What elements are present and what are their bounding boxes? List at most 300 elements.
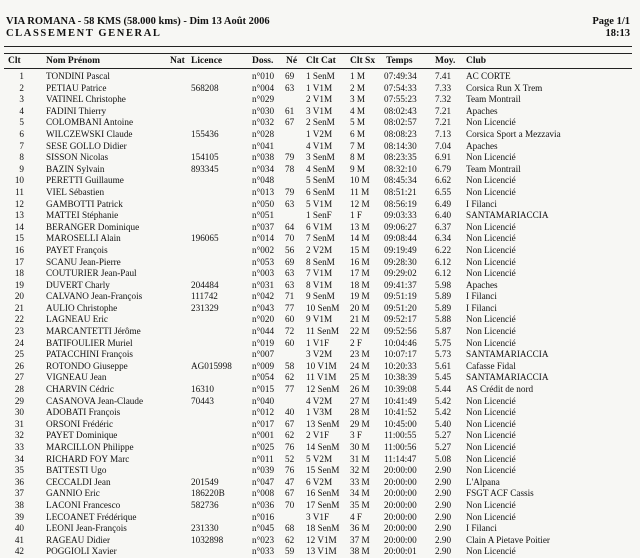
sex-rank: 25 M — [350, 372, 370, 383]
sex-rank: 24 M — [350, 360, 370, 371]
club-name: Non Licencié — [466, 268, 516, 279]
category-rank: 2 V1M — [306, 94, 333, 105]
runner-name: TONDINI Pascal — [46, 71, 110, 81]
table-row — [0, 71, 640, 83]
birth-year: 69 — [285, 71, 295, 81]
rank: 18 — [14, 268, 24, 279]
category-rank: 2 V1F — [306, 430, 330, 441]
runner-name: PAYET Dominique — [46, 430, 118, 441]
runner-name: PAYET François — [46, 244, 108, 255]
licence: 186220B — [191, 488, 225, 499]
average-speed: 7.41 — [435, 71, 452, 81]
finish-time: 07:49:34 — [384, 71, 417, 81]
club-name: Team Montrail — [466, 94, 521, 105]
table-row — [0, 419, 640, 431]
rank: 31 — [14, 418, 24, 429]
rank: 35 — [14, 465, 24, 476]
average-speed: 7.32 — [435, 94, 452, 105]
average-speed: 6.55 — [435, 186, 452, 197]
bib-number: n°020 — [252, 314, 275, 325]
category-rank: 7 SenM — [306, 233, 335, 244]
category-rank: 1 SenM — [306, 71, 335, 81]
sex-rank: 22 M — [350, 326, 370, 337]
sex-rank: 29 M — [350, 418, 370, 429]
bib-number: n°009 — [252, 360, 275, 371]
club-name: L'Alpana — [466, 476, 500, 487]
rank: 22 — [14, 314, 24, 325]
club-name: Non Licencié — [466, 314, 516, 325]
bib-number: n°015 — [252, 384, 275, 395]
table-row — [0, 106, 640, 118]
birth-year: 70 — [285, 233, 295, 244]
average-speed: 6.49 — [435, 198, 452, 209]
table-row — [0, 407, 640, 419]
licence: 196065 — [191, 233, 219, 244]
average-speed: 5.88 — [435, 314, 452, 325]
birth-year: 79 — [285, 152, 295, 163]
finish-time: 20:00:00 — [384, 488, 417, 499]
category-rank: 1 V2M — [306, 128, 333, 139]
sex-rank: 7 M — [350, 140, 366, 151]
sex-rank: 8 M — [350, 152, 366, 163]
average-speed: 6.62 — [435, 175, 452, 186]
rank: 5 — [19, 117, 24, 128]
sex-rank: 9 M — [350, 163, 366, 174]
club-name: Non Licencié — [466, 337, 516, 348]
page-number: Page 1/1 — [592, 16, 630, 27]
table-row — [0, 384, 640, 396]
table-row — [0, 512, 640, 524]
finish-time: 09:41:37 — [384, 279, 417, 290]
finish-time: 07:55:23 — [384, 94, 417, 105]
column-header-bib: Doss. — [252, 56, 274, 66]
rank: 33 — [14, 442, 24, 452]
birth-year: 52 — [285, 453, 295, 464]
finish-time: 11:14:47 — [384, 453, 417, 464]
average-speed: 5.73 — [435, 349, 452, 360]
table-row — [0, 210, 640, 222]
rank: 7 — [19, 140, 24, 151]
document-header — [6, 16, 270, 40]
birth-year: 40 — [285, 407, 295, 418]
average-speed: 2.90 — [435, 465, 452, 476]
birth-year: 68 — [285, 523, 295, 534]
bib-number: n°034 — [252, 163, 275, 174]
rank: 25 — [14, 349, 24, 360]
table-row — [0, 233, 640, 245]
club-name: Non Licencié — [466, 326, 516, 337]
rank: 30 — [14, 407, 24, 418]
rank: 15 — [14, 233, 24, 244]
sex-rank: 23 M — [350, 349, 370, 360]
category-rank: 11 V1M — [306, 372, 337, 383]
birth-year: 69 — [285, 256, 295, 267]
runner-name: DUVERT Charly — [46, 279, 110, 290]
finish-time: 09:19:49 — [384, 244, 417, 255]
finish-time: 10:45:00 — [384, 418, 417, 429]
table-row — [0, 477, 640, 489]
rank: 16 — [14, 244, 24, 255]
sex-rank: 2 F — [350, 337, 363, 348]
bib-number: n°054 — [252, 372, 275, 383]
runner-name: MAROSELLI Alain — [46, 233, 121, 244]
club-name: Apaches — [466, 105, 498, 116]
licence: AG015998 — [191, 360, 232, 371]
finish-time: 20:00:00 — [384, 499, 417, 510]
sex-rank: 3 M — [350, 94, 366, 105]
bib-number: n°048 — [252, 175, 275, 186]
average-speed: 5.89 — [435, 302, 452, 313]
average-speed: 6.34 — [435, 233, 452, 244]
birth-year: 58 — [285, 360, 295, 371]
average-speed: 5.89 — [435, 291, 452, 302]
category-rank: 4 SenM — [306, 163, 335, 174]
finish-time: 10:07:17 — [384, 349, 417, 360]
bib-number: n°025 — [252, 442, 275, 452]
sex-rank: 21 M — [350, 314, 370, 325]
licence: 231329 — [191, 302, 219, 313]
club-name: Non Licencié — [466, 465, 516, 476]
average-speed: 2.90 — [435, 534, 452, 545]
average-speed: 2.90 — [435, 546, 452, 557]
sex-rank: 2 M — [350, 82, 366, 93]
sex-rank: 11 M — [350, 186, 370, 197]
rank: 10 — [14, 175, 24, 186]
finish-time: 08:14:30 — [384, 140, 417, 151]
average-speed: 6.91 — [435, 152, 452, 163]
rank: 12 — [14, 198, 24, 209]
bib-number: n°039 — [252, 465, 275, 476]
licence: 16310 — [191, 384, 214, 395]
club-name: SANTAMARIACCIA — [466, 372, 549, 383]
sex-rank: 15 M — [350, 244, 370, 255]
licence: 204484 — [191, 279, 219, 290]
sex-rank: 26 M — [350, 384, 370, 395]
club-name: Non Licencié — [466, 221, 516, 232]
rank: 34 — [14, 453, 24, 464]
sex-rank: 19 M — [350, 291, 370, 302]
column-header-average: Moy. — [435, 56, 456, 66]
average-speed: 5.42 — [435, 407, 452, 418]
bib-number: n°023 — [252, 534, 275, 545]
runner-name: SCANU Jean-Pierre — [46, 256, 121, 267]
category-rank: 9 V1M — [306, 314, 333, 325]
category-rank: 3 SenM — [306, 152, 335, 163]
category-rank: 1 V1M — [306, 82, 333, 93]
header-divider — [4, 46, 632, 47]
category-rank: 12 V1M — [306, 534, 337, 545]
average-speed: 5.27 — [435, 430, 452, 441]
birth-year: 67 — [285, 418, 295, 429]
finish-time: 09:08:44 — [384, 233, 417, 244]
table-row — [0, 500, 640, 512]
sex-rank: 38 M — [350, 546, 370, 557]
finish-time: 10:04:46 — [384, 337, 417, 348]
rank: 3 — [19, 94, 24, 105]
bib-number: n°012 — [252, 407, 275, 418]
table-row — [0, 488, 640, 500]
table-row — [0, 280, 640, 292]
category-rank: 18 SenM — [306, 523, 340, 534]
finish-time: 20:00:00 — [384, 523, 417, 534]
rank: 14 — [14, 221, 24, 232]
average-speed: 6.79 — [435, 163, 452, 174]
bib-number: n°047 — [252, 476, 275, 487]
finish-time: 20:00:01 — [384, 546, 417, 557]
category-rank: 7 V1M — [306, 268, 333, 279]
runner-name: BATTESTI Ugo — [46, 465, 107, 476]
runner-name: GAMBOTTI Patrick — [46, 198, 123, 209]
birth-year: 64 — [285, 221, 295, 232]
bib-number: n°016 — [252, 511, 275, 522]
sex-rank: 4 M — [350, 105, 366, 116]
bib-number: n°051 — [252, 210, 275, 221]
finish-time: 08:02:57 — [384, 117, 417, 128]
runner-name: ADOBATI François — [46, 407, 121, 418]
runner-name: LECOANET Frédérique — [46, 511, 137, 522]
category-rank: 2 SenM — [306, 117, 335, 128]
finish-time: 07:54:33 — [384, 82, 417, 93]
category-rank: 4 V2M — [306, 395, 333, 406]
average-speed: 2.90 — [435, 488, 452, 499]
birth-year: 62 — [285, 372, 295, 383]
table-row — [0, 94, 640, 106]
finish-time: 11:00:56 — [384, 442, 417, 452]
club-name: I Filanci — [466, 523, 497, 534]
average-speed: 7.33 — [435, 82, 452, 93]
finish-time: 10:41:52 — [384, 407, 417, 418]
average-speed: 5.61 — [435, 360, 452, 371]
birth-year: 63 — [285, 279, 295, 290]
rank: 38 — [14, 499, 24, 510]
category-rank: 10 SenM — [306, 302, 340, 313]
runner-name: CECCALDI Jean — [46, 476, 111, 487]
bib-number: n°031 — [252, 279, 275, 290]
bib-number: n°040 — [252, 395, 275, 406]
finish-time: 10:41:49 — [384, 395, 417, 406]
runner-name: CASANOVA Jean-Claude — [46, 395, 144, 406]
runner-name: SISSON Nicolas — [46, 152, 109, 163]
sex-rank: 13 M — [350, 221, 370, 232]
table-row — [0, 430, 640, 442]
rank: 36 — [14, 476, 24, 487]
runner-name: GANNIO Eric — [46, 488, 100, 499]
runner-name: CHARVIN Cédric — [46, 384, 114, 395]
finish-time: 09:06:27 — [384, 221, 417, 232]
licence: 568208 — [191, 82, 219, 93]
average-speed: 2.90 — [435, 499, 452, 510]
bib-number: n°014 — [252, 233, 275, 244]
sex-rank: 31 M — [350, 453, 370, 464]
runner-name: LACONI Francesco — [46, 499, 121, 510]
bib-number: n°033 — [252, 546, 275, 557]
column-header-licence: Licence — [191, 56, 223, 66]
birth-year: 67 — [285, 488, 295, 499]
column-header-nat: Nat — [170, 56, 185, 66]
licence: 893345 — [191, 163, 219, 174]
table-row — [0, 546, 640, 558]
column-header-born: Né — [286, 56, 298, 66]
licence: 231330 — [191, 523, 219, 534]
rank: 9 — [19, 163, 24, 174]
sex-rank: 12 M — [350, 198, 370, 209]
club-name: Non Licencié — [466, 395, 516, 406]
average-speed: 5.08 — [435, 453, 452, 464]
bib-number: n°001 — [252, 430, 275, 441]
runner-name: SESE GOLLO Didier — [46, 140, 127, 151]
finish-time: 10:38:39 — [384, 372, 417, 383]
sex-rank: 36 M — [350, 523, 370, 534]
column-header-category-rank: Clt Cat — [306, 56, 336, 66]
finish-time: 08:32:10 — [384, 163, 417, 174]
bib-number: n°053 — [252, 256, 275, 267]
category-rank: 9 SenM — [306, 291, 335, 302]
category-rank: 16 SenM — [306, 488, 340, 499]
bib-number: n°045 — [252, 523, 275, 534]
birth-year: 63 — [285, 198, 295, 209]
category-rank: 10 V1M — [306, 360, 337, 371]
club-name: Non Licencié — [466, 418, 516, 429]
bib-number: n°002 — [252, 244, 275, 255]
club-name: Non Licencié — [466, 256, 516, 267]
category-rank: 13 V1M — [306, 546, 337, 557]
ranking-subtitle: CLASSEMENT GENERAL — [6, 28, 162, 39]
race-title: VIA ROMANA - 58 KMS (58.000 kms) - Dim 13 Août 2006 — [6, 16, 270, 27]
sex-rank: 3 F — [350, 430, 363, 441]
category-rank: 1 V1F — [306, 337, 330, 348]
category-rank: 3 V2M — [306, 349, 333, 360]
runner-name: BERANGER Dominique — [46, 221, 140, 232]
runner-name: LEONI Jean-François — [46, 523, 127, 534]
average-speed: 5.75 — [435, 337, 452, 348]
sex-rank: 28 M — [350, 407, 370, 418]
club-name: Cafasse Fidal — [466, 360, 516, 371]
bib-number: n°032 — [252, 117, 275, 128]
table-row — [0, 83, 640, 95]
average-speed: 5.45 — [435, 372, 452, 383]
finish-time: 09:03:33 — [384, 210, 417, 221]
sex-rank: 10 M — [350, 175, 370, 186]
category-rank: 12 SenM — [306, 384, 340, 395]
category-rank: 5 V1M — [306, 198, 333, 209]
category-rank: 3 V1F — [306, 511, 330, 522]
average-speed: 6.22 — [435, 244, 452, 255]
average-speed: 2.90 — [435, 511, 452, 522]
bib-number: n°029 — [252, 94, 275, 105]
club-name: Non Licencié — [466, 186, 516, 197]
finish-time: 09:52:17 — [384, 314, 417, 325]
finish-time: 09:52:56 — [384, 326, 417, 337]
finish-time: 08:02:43 — [384, 105, 417, 116]
runner-name: PERETTI Guillaume — [46, 175, 124, 186]
runner-name: LAGNEAU Eric — [46, 314, 108, 325]
category-rank: 1 SenF — [306, 210, 332, 221]
table-row — [0, 291, 640, 303]
category-rank: 5 SenM — [306, 175, 335, 186]
table-row — [0, 442, 640, 454]
table-row — [0, 303, 640, 315]
finish-time: 08:45:34 — [384, 175, 417, 186]
licence: 155436 — [191, 128, 219, 139]
rank: 26 — [14, 360, 24, 371]
bib-number: n°013 — [252, 186, 275, 197]
table-row — [0, 117, 640, 129]
sex-rank: 33 M — [350, 476, 370, 487]
table-row — [0, 326, 640, 338]
club-name: Non Licencié — [466, 175, 516, 186]
category-rank: 14 SenM — [306, 442, 340, 452]
category-rank: 2 V2M — [306, 244, 333, 255]
rank: 6 — [19, 128, 24, 139]
club-name: FSGT ACF Cassis — [466, 488, 534, 499]
table-row — [0, 141, 640, 153]
print-time: 18:13 — [605, 28, 630, 39]
finish-time: 09:29:02 — [384, 268, 417, 279]
runner-name: MATTEI Stéphanie — [46, 210, 119, 221]
table-row — [0, 454, 640, 466]
average-speed: 5.44 — [435, 384, 452, 395]
rank: 8 — [19, 152, 24, 163]
club-name: Apaches — [466, 140, 498, 151]
bib-number: n°004 — [252, 82, 275, 93]
average-speed: 6.37 — [435, 221, 452, 232]
bib-number: n°050 — [252, 198, 275, 209]
sex-rank: 16 M — [350, 256, 370, 267]
average-speed: 7.21 — [435, 105, 452, 116]
category-rank: 6 V2M — [306, 476, 333, 487]
rank: 39 — [14, 511, 24, 522]
category-rank: 3 V1M — [306, 105, 333, 116]
table-row — [0, 222, 640, 234]
category-rank: 8 V1M — [306, 279, 333, 290]
club-name: Non Licencié — [466, 511, 516, 522]
bib-number: n°003 — [252, 268, 275, 279]
licence: 70443 — [191, 395, 214, 406]
finish-time: 09:51:20 — [384, 302, 417, 313]
table-row — [0, 361, 640, 373]
table-row — [0, 257, 640, 269]
runner-name: POGGIOLI Xavier — [46, 546, 117, 557]
runner-name: PETIAU Patrice — [46, 82, 107, 93]
average-speed: 6.12 — [435, 256, 452, 267]
runner-name: ROTONDO Giuseppe — [46, 360, 128, 371]
rank: 23 — [14, 326, 24, 337]
header-divider — [4, 53, 632, 54]
table-row — [0, 396, 640, 408]
club-name: Non Licencié — [466, 499, 516, 510]
club-name: I Filanci — [466, 198, 497, 209]
column-header-club: Club — [466, 56, 487, 66]
birth-year: 77 — [285, 384, 295, 395]
birth-year: 60 — [285, 337, 295, 348]
average-speed: 7.13 — [435, 128, 452, 139]
club-name: Corsica Run X Trem — [466, 82, 543, 93]
table-header-divider — [4, 68, 632, 69]
rank: 40 — [14, 523, 24, 534]
bib-number: n°028 — [252, 128, 275, 139]
average-speed: 5.42 — [435, 395, 452, 406]
finish-time: 20:00:00 — [384, 465, 417, 476]
column-header-name: Nom Prénom — [46, 56, 101, 66]
category-rank: 6 SenM — [306, 186, 335, 197]
category-rank: 1 V3M — [306, 407, 333, 418]
birth-year: 71 — [285, 291, 295, 302]
page-info — [592, 16, 630, 40]
sex-rank: 35 M — [350, 499, 370, 510]
bib-number: n°043 — [252, 302, 275, 313]
table-row — [0, 535, 640, 547]
club-name: AC CORTE — [466, 71, 511, 81]
